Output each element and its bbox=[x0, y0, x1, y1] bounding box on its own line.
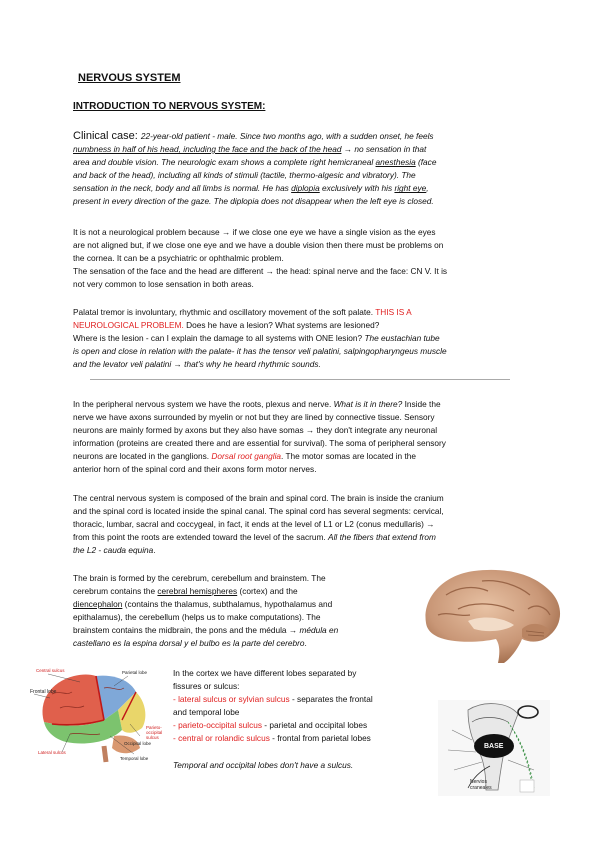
label-base: BASE bbox=[484, 743, 504, 750]
paragraph-palatal-tremor: Palatal tremor is involuntary, rhythmic and oscillatory movement of the soft palate. THIS IS A NEUROLOGICAL PROBLEM. Does he have a lesion? What systems are lesioned? Where is the lesion - can I explain the damage to all systems with ONE lesion? The eustachian tube is open and close in relation with the palate- it has the tensor veli palatini, salpingopharyngeus muscle and the levator veli palatini → that's why he heard rhythmic sounds. bbox=[73, 307, 447, 370]
label-parieto-occipital-sulcus: Parieto-occipital sulcus bbox=[146, 725, 163, 740]
paragraph-brain: The brain is formed by the cerebrum, cerebellum and brainstem. The cerebrum contains the cerebral hemispheres (cortex) and the diencephalon (contains the thalamus, subthalamus, hypothalamus and epithalamus), the cerebellum (helps us to make computations). The brainstem contains the midbrain, the pons and the médula → médula en castellano es la espina dorsal y el bulbo es la parte del cerebro. bbox=[73, 573, 339, 649]
paragraph-lobes: In the cortex we have different lobes separated by fissures or sulcus: - lateral sulcus or sylvian sulcus - separates the frontal and temporal lobe - parieto-occipital sulcus - parietal and occipital lobes - central or rolandic sulcus - frontal from parietal lobes Temporal and occipital lobes don't have a sulcus. bbox=[173, 668, 373, 770]
label-occipital-lobe: Occipital lobe bbox=[124, 741, 152, 746]
brain-lobes-figure bbox=[30, 664, 165, 764]
section-heading: INTRODUCTION TO NERVOUS SYSTEM: bbox=[73, 101, 266, 112]
label-nervios: Nervios bbox=[470, 779, 487, 785]
label-parietal-lobe: Parietal lobe bbox=[122, 670, 148, 675]
frontal-lobe-region bbox=[42, 675, 104, 726]
divider bbox=[90, 379, 510, 380]
label-temporal-lobe: Temporal lobe bbox=[120, 756, 149, 761]
paragraph-cns: The central nervous system is composed of the brain and spinal cord. The brain is inside the cranium and the spinal cord is located inside the spinal canal. The spinal cord has several segments: cervical, thoracic, lumbar, sacral and coccygeal, in fact, it ends at the level of L1 or L2 (conus medullaris) → from this point the roots are extended toward the level of the sacrum. All the fibers that extend from the L2 - cauda equina. bbox=[73, 493, 444, 556]
label-central-sulcus: Central sulcus bbox=[36, 668, 65, 673]
paragraph-pns: In the peripheral nervous system we have the roots, plexus and nerve. What is it in there? Inside the nerve we have axons surrounded by myelin or not but they are lined by connective tissue. Sensory neurons are mainly formed by axons but they also have somas → they don't integrate any neuronal information (proteins are created there and are essential for survival). The soma of peripheral sensory neurons are located in the ganglions. Dorsal root ganglia. The motor somas are located in the anterior horn of the spinal cord and their axons form motor nerves. bbox=[73, 399, 446, 475]
label-craneales: craneales bbox=[470, 785, 492, 791]
clinical-case: Clinical case: 22-year-old patient - male. Since two months ago, with a sudden onset, he feels numbness in half of his head, including the face and the back of the head → no sensation in that area and double vision. The neurologic exam shows a complete right hemicraneal anesthesia (face and back of the head), including all kinds of stimuli (tactile, thermo-algesic and vibratory). The sensation in the neck, body and all limbs is normal. He has diplopia exclusively with his right eye, present in every direction of the gaze. The diplopia does not disappear when the left eye is closed. bbox=[73, 130, 437, 207]
page-title: NERVOUS SYSTEM bbox=[78, 72, 181, 84]
label-frontal-lobe: Frontal lobe bbox=[30, 689, 57, 695]
sagittal-brain-image bbox=[418, 563, 566, 665]
paragraph-diagnosis: It is not a neurological problem because → if we close one eye we have a single vision as the eyes are not aligned but, if we close one eye and we have a double vision then there must be problems on the cornea. It can be a psychiatric or ophthalmic problem. The sensation of the face and the head are different → the head: spinal nerve and the face: CN V. It is not very common to lose sensation in both areas. bbox=[73, 227, 448, 290]
label-lateral-sulcus: Lateral sulcus bbox=[38, 750, 66, 755]
